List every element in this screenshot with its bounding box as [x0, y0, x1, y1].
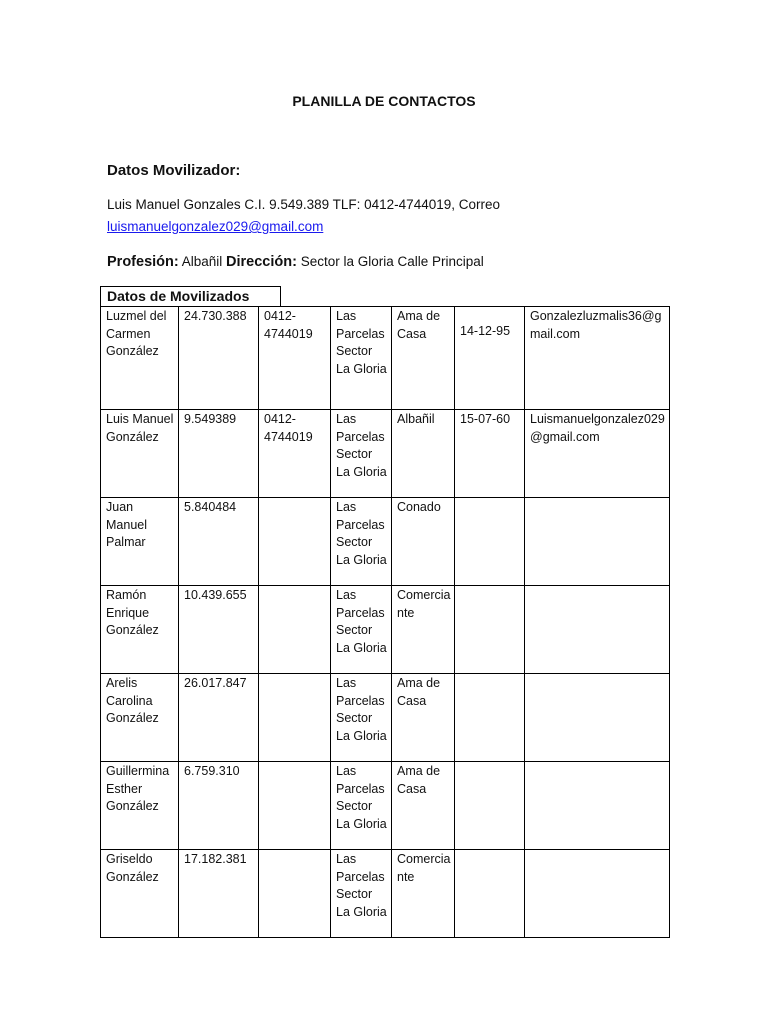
cell-date: [455, 762, 525, 850]
cell-phone: [259, 762, 331, 850]
cell-name: Luis Manuel González: [101, 410, 179, 498]
cell-address: Las Parcelas Sector La Gloria: [331, 410, 392, 498]
cell-ci: 24.730.388: [179, 307, 259, 410]
cell-address: Las Parcelas Sector La Gloria: [331, 850, 392, 938]
mobilizer-email-link[interactable]: luismanuelgonzalez029@gmail.com: [107, 219, 324, 234]
cell-ci: 6.759.310: [179, 762, 259, 850]
cell-profession: Comerciante: [392, 850, 455, 938]
cell-date: 15-07-60: [455, 410, 525, 498]
cell-date: [455, 586, 525, 674]
cell-email: [525, 674, 670, 762]
document-title: PLANILLA DE CONTACTOS: [292, 93, 476, 109]
cell-date: [455, 674, 525, 762]
cell-email: [525, 762, 670, 850]
table-row: [101, 674, 670, 762]
cell-profession: Ama de Casa: [392, 307, 455, 410]
mobilizer-info: Luis Manuel Gonzales C.I. 9.549.389 TLF: 0412-4744019, Correo: [107, 197, 500, 212]
profession-value: Albañil: [181, 254, 223, 269]
table-row: [101, 762, 670, 850]
cell-profession: Ama de Casa: [392, 762, 455, 850]
cell-email: [525, 498, 670, 586]
cell-address: Las Parcelas Sector La Gloria: [331, 674, 392, 762]
table-caption: Datos de Movilizados: [100, 286, 281, 306]
table-row: [101, 586, 670, 674]
address-label: Dirección:: [226, 254, 297, 270]
table-row: [101, 498, 670, 586]
cell-phone: 0412-4744019: [259, 307, 331, 410]
cell-name: Guillermina Esther González: [101, 762, 179, 850]
mobilized-table: [100, 306, 670, 938]
cell-ci: 26.017.847: [179, 674, 259, 762]
table-row: [101, 307, 670, 410]
table-row: [101, 410, 670, 498]
profession-label: Profesión:: [107, 254, 179, 270]
cell-phone: [259, 674, 331, 762]
cell-phone: 0412-4744019: [259, 410, 331, 498]
cell-address: Las Parcelas Sector La Gloria: [331, 307, 392, 410]
cell-email: [525, 850, 670, 938]
profession-address-line: [107, 254, 484, 270]
cell-phone: [259, 498, 331, 586]
cell-ci: 17.182.381: [179, 850, 259, 938]
cell-phone: [259, 586, 331, 674]
cell-phone: [259, 850, 331, 938]
cell-ci: 10.439.655: [179, 586, 259, 674]
table-row: [101, 850, 670, 938]
cell-date: [455, 850, 525, 938]
cell-address: Las Parcelas Sector La Gloria: [331, 586, 392, 674]
cell-name: Ramón Enrique González: [101, 586, 179, 674]
cell-name: Luzmel del Carmen González: [101, 307, 179, 410]
cell-address: Las Parcelas Sector La Gloria: [331, 762, 392, 850]
cell-email: Luismanuelgonzalez029@gmail.com: [525, 410, 670, 498]
cell-profession: Albañil: [392, 410, 455, 498]
cell-profession: Ama de Casa: [392, 674, 455, 762]
cell-name: Arelis Carolina González: [101, 674, 179, 762]
mobilizer-heading: Datos Movilizador:: [107, 162, 241, 179]
cell-ci: 9.549389: [179, 410, 259, 498]
cell-profession: Comerciante: [392, 586, 455, 674]
cell-date: [455, 498, 525, 586]
cell-address: Las Parcelas Sector La Gloria: [331, 498, 392, 586]
cell-name: Griseldo González: [101, 850, 179, 938]
cell-email: Gonzalezluzmalis36@gmail.com: [525, 307, 670, 410]
address-value: Sector la Gloria Calle Principal: [300, 254, 484, 269]
cell-name: Juan Manuel Palmar: [101, 498, 179, 586]
cell-date: 14-12-95: [455, 307, 525, 410]
cell-profession: Conado: [392, 498, 455, 586]
cell-email: [525, 586, 670, 674]
cell-ci: 5.840484: [179, 498, 259, 586]
